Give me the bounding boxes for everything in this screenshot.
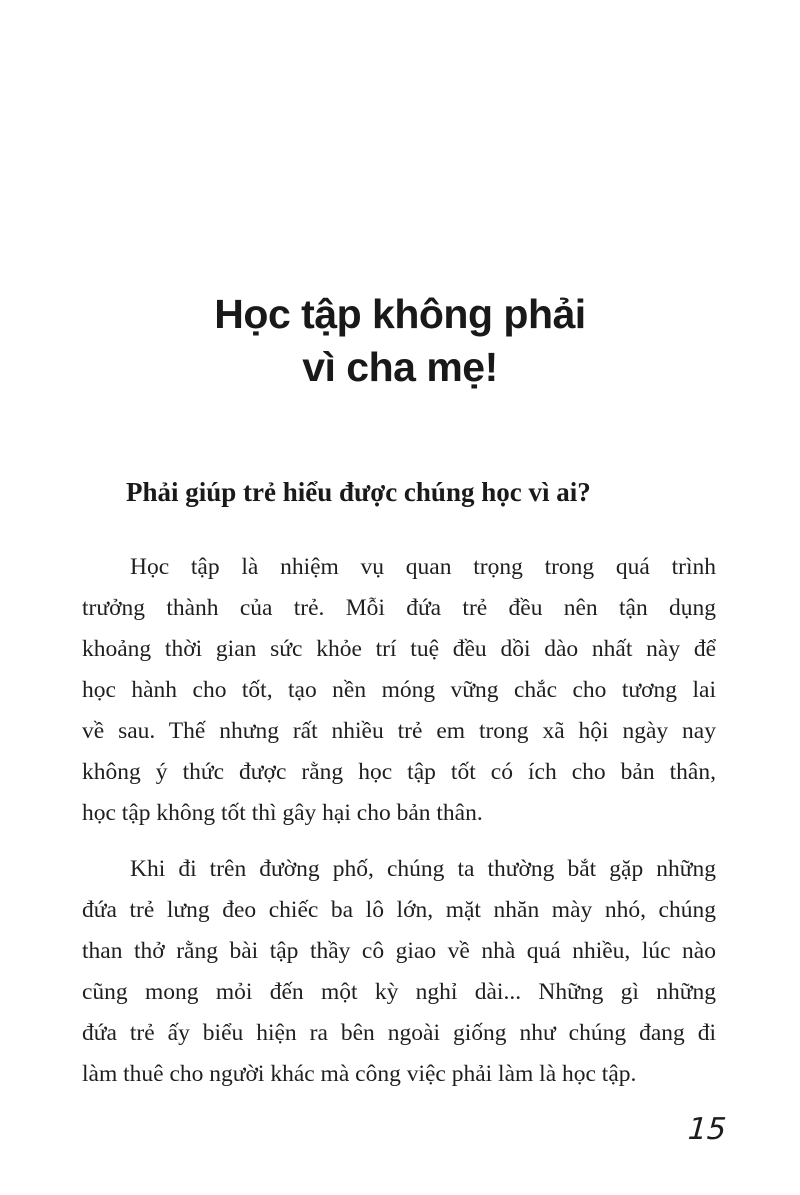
- chapter-title-line: Học tập không phải: [214, 291, 586, 337]
- text-line: về sau. Thế nhưng rất nhiều trẻ em trong xã hội ngày nay: [82, 718, 716, 744]
- paragraph: [82, 849, 716, 1095]
- text-line: đứa trẻ lưng đeo chiếc ba lô lớn, mặt nhăn mày nhó, chúng: [82, 897, 716, 923]
- text-line: Khi đi trên đường phố, chúng ta thường bắt gặp những: [130, 856, 716, 882]
- chapter-title-line: vì cha mẹ!: [302, 344, 498, 390]
- paragraph: [82, 547, 716, 834]
- text-line: Học tập là nhiệm vụ quan trọng trong quá trình: [130, 554, 716, 580]
- text-line: trưởng thành của trẻ. Mỗi đứa trẻ đều nên tận dụng: [82, 595, 716, 621]
- text-line: cũng mong mỏi đến một kỳ nghỉ dài... Những gì những: [82, 979, 716, 1005]
- text-line: than thở rằng bài tập thầy cô giao về nhà quá nhiều, lúc nào: [82, 938, 716, 964]
- text-line: làm thuê cho người khác mà công việc phải làm là học tập.: [82, 1061, 637, 1087]
- text-line: không ý thức được rằng học tập tốt có ích cho bản thân,: [82, 759, 716, 785]
- section-heading: Phải giúp trẻ hiểu được chúng học vì ai?: [126, 477, 591, 507]
- page-number: 15: [686, 1112, 728, 1147]
- text-line: khoảng thời gian sức khỏe trí tuệ đều dồi dào nhất này để: [82, 636, 716, 662]
- chapter-title: [0, 288, 800, 394]
- text-line: đứa trẻ ấy biểu hiện ra bên ngoài giống như chúng đang đi: [82, 1020, 716, 1046]
- text-line: học tập không tốt thì gây hại cho bản thân.: [82, 800, 483, 826]
- text-line: học hành cho tốt, tạo nền móng vững chắc cho tương lai: [82, 677, 716, 703]
- body-text: [82, 547, 716, 1095]
